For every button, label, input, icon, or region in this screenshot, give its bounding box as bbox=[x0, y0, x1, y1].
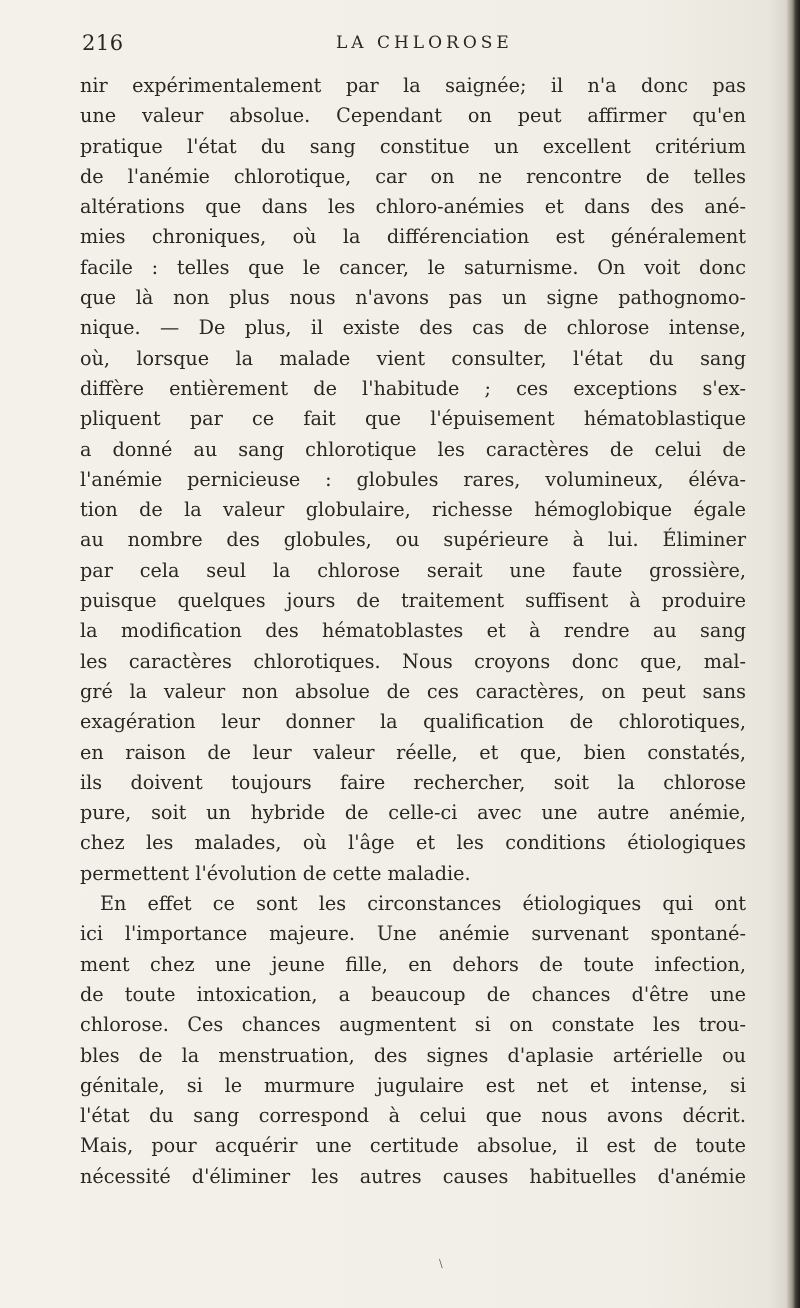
paragraph-start-line: En effet ce sont les circonstances étiologiques qui ont bbox=[100, 892, 746, 916]
text-line: chlorose. Ces chances augmentent si on constate les trou- bbox=[80, 1013, 746, 1037]
text-line: Mais, pour acquérir une certitude absolue, il est de toute bbox=[80, 1134, 746, 1158]
text-line: une valeur absolue. Cependant on peut affirmer qu'en bbox=[80, 104, 746, 128]
text-line: génitale, si le murmure jugulaire est net et intense, si bbox=[80, 1073, 746, 1097]
text-line: exagération leur donner la qualification de chlorotiques, bbox=[80, 710, 746, 734]
stray-ink-mark: \ bbox=[439, 1257, 443, 1270]
text-line: altérations que dans les chloro-anémies et dans des ané- bbox=[80, 195, 746, 219]
text-line: au nombre des globules, ou supérieure à lui. Éliminer bbox=[80, 528, 746, 552]
text-line: tion de la valeur globulaire, richesse hémoglobique égale bbox=[80, 498, 746, 522]
text-line: puisque quelques jours de traitement suffisent à produire bbox=[80, 589, 746, 613]
text-line: nécessité d'éliminer les autres causes habituelles d'anémie bbox=[80, 1164, 746, 1188]
text-line: les caractères chlorotiques. Nous croyons donc que, mal- bbox=[80, 649, 746, 673]
text-line: en raison de leur valeur réelle, et que, bien constatés, bbox=[80, 740, 746, 764]
text-line: pliquent par ce fait que l'épuisement hématoblastique bbox=[80, 407, 746, 431]
text-line: que là non plus nous n'avons pas un signe pathognomo- bbox=[80, 286, 746, 310]
paragraph-end-line: permettent l'évolution de cette maladie. bbox=[80, 861, 471, 885]
text-line: l'anémie pernicieuse : globules rares, volumineux, éléva- bbox=[80, 467, 746, 491]
text-line: facile : telles que le cancer, le saturnisme. On voit donc bbox=[80, 255, 746, 279]
text-line: gré la valeur non absolue de ces caractères, on peut sans bbox=[80, 679, 746, 703]
text-line: ils doivent toujours faire rechercher, soit la chlorose bbox=[80, 770, 746, 794]
text-line: par cela seul la chlorose serait une faute grossière, bbox=[80, 558, 746, 582]
text-line: chez les malades, où l'âge et les conditions étiologiques bbox=[80, 831, 746, 855]
text-line: pure, soit un hybride de celle-ci avec une autre anémie, bbox=[80, 801, 746, 825]
page-binding-edge bbox=[786, 0, 800, 1308]
body-text bbox=[80, 71, 746, 1192]
text-line: l'état du sang correspond à celui que nous avons décrit. bbox=[80, 1104, 746, 1128]
text-line: de toute intoxication, a beaucoup de chances d'être une bbox=[80, 982, 746, 1006]
text-line: bles de la menstruation, des signes d'aplasie artérielle ou bbox=[80, 1043, 746, 1067]
text-line: où, lorsque la malade vient consulter, l'état du sang bbox=[80, 346, 746, 370]
text-line: ici l'importance majeure. Une anémie survenant spontané- bbox=[80, 922, 746, 946]
page-number: 216 bbox=[82, 31, 124, 55]
text-line: ment chez une jeune fille, en dehors de toute infection, bbox=[80, 952, 746, 976]
text-line: a donné au sang chlorotique les caractères de celui de bbox=[80, 437, 746, 461]
running-title: LA CHLOROSE bbox=[336, 33, 513, 53]
text-line: de l'anémie chlorotique, car on ne rencontre de telles bbox=[80, 164, 746, 188]
text-line: mies chroniques, où la différenciation est généralement bbox=[80, 225, 746, 249]
text-line: pratique l'état du sang constitue un excellent critérium bbox=[80, 134, 746, 158]
text-line: nique. — De plus, il existe des cas de chlorose intense, bbox=[80, 316, 746, 340]
text-line: la modification des hématoblastes et à rendre au sang bbox=[80, 619, 746, 643]
text-line: nir expérimentalement par la saignée; il n'a donc pas bbox=[80, 74, 746, 97]
page-header bbox=[82, 31, 712, 65]
text-line: diffère entièrement de l'habitude ; ces exceptions s'ex- bbox=[80, 376, 746, 400]
